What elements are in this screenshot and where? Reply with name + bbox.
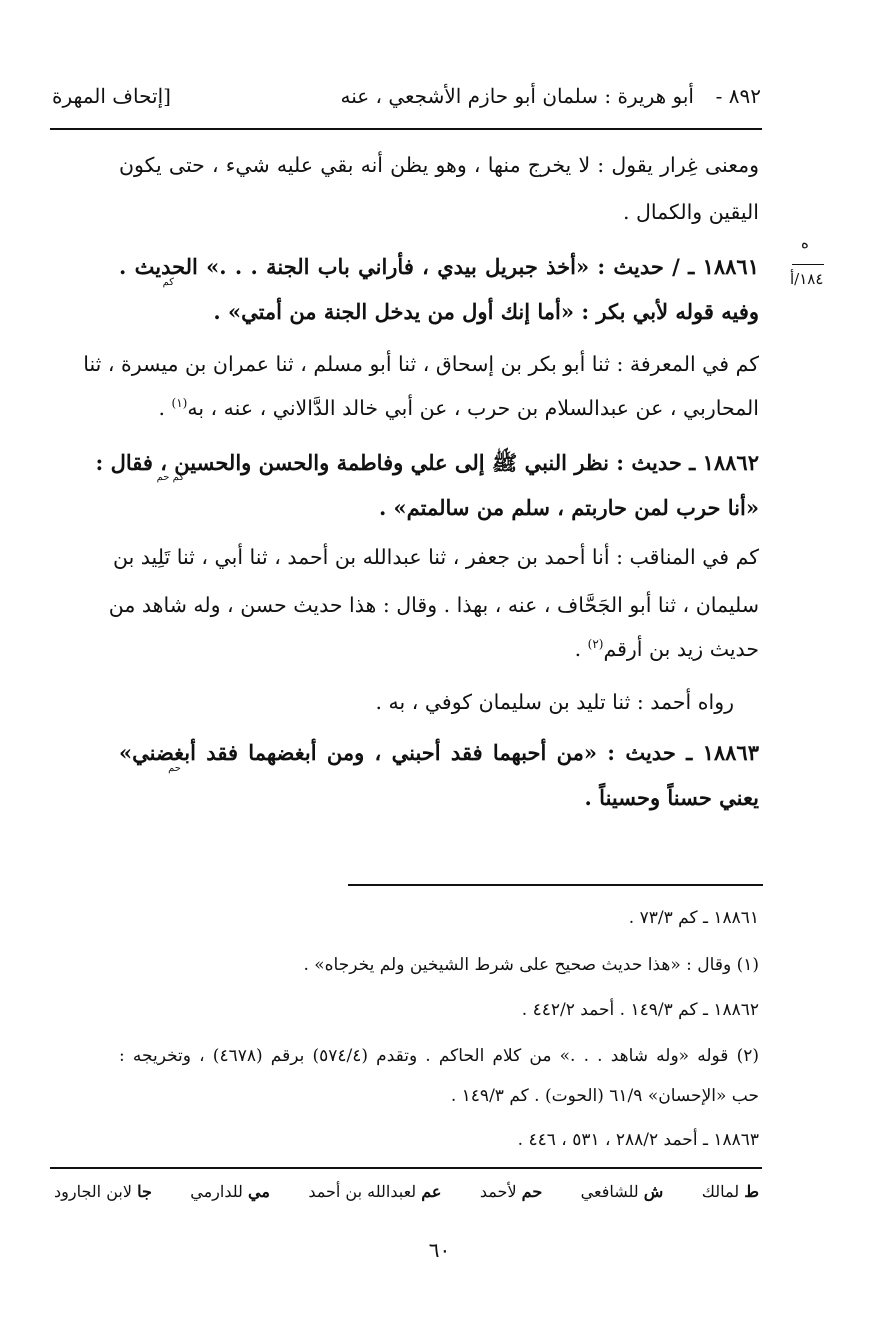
legend-divider	[50, 1167, 762, 1169]
legend-item: عم لعبدالله بن أحمد	[308, 1182, 442, 1201]
body-line	[119, 396, 759, 420]
footnote: حب «الإحسان» ٦١/٩ (الحوت) . كم ١٤٩/٣ .	[450, 1086, 759, 1106]
header-divider	[50, 128, 762, 130]
header-book-title: [إتحاف المهرة	[52, 84, 171, 108]
body-text: حديث زيد بن أرقم	[603, 637, 759, 661]
page-number: ٦٠	[428, 1238, 451, 1262]
siglum: حم	[168, 763, 181, 774]
body-line: اليقين والكمال .	[623, 200, 759, 224]
abbreviation-legend	[54, 1182, 759, 1201]
body-line: ومعنى غِرار يقول : لا يخرج منها ، وهو يظن أنه بقي عليه شيء ، حتى يكون	[119, 153, 759, 177]
margin-divider	[792, 264, 824, 265]
legend-item: جا لابن الجارود	[54, 1182, 152, 1201]
header-title: أبو هريرة : سلمان أبو حازم الأشجعي ، عنه	[340, 84, 694, 108]
legend-item: ط لمالك	[701, 1182, 759, 1201]
body-line: وفيه قوله لأبي بكر : «أما إنك أول من يدخل الجنة من أمتي» .	[213, 299, 759, 324]
footnote-ref: (١)	[171, 396, 188, 411]
hadith-18862-heading: ١٨٨٦٢ ـ حديث : نظر النبي ﷺ إلى علي وفاطمة والحسن والحسين ، فقال :	[95, 450, 759, 475]
siglum: كم	[162, 277, 174, 288]
hadith-18863-heading: ١٨٨٦٣ ـ حديث : «من أحبهما فقد أحبني ، ومن أبغضهما فقد أبغضني»	[119, 740, 759, 765]
body-line: كم في المناقب : أنا أحمد بن جعفر ، ثنا عبدالله بن أحمد ، ثنا أبي ، ثنا تَلِيد بن	[112, 545, 759, 569]
body-text: المحاربي ، عن عبدالسلام بن حرب ، عن أبي خالد الدَّالاني ، عنه ، به	[187, 396, 759, 420]
header-page-ref: ٨٩٢ -	[715, 84, 761, 108]
footnote: ١٨٨٦١ ـ كم ٧٣/٣ .	[628, 908, 759, 928]
footnote: (٢) قوله «وله شاهد . . .» من كلام الحاكم . وتقدم (٥٧٤/٤) برقم (٤٦٧٨) ، وتخريجه :	[119, 1046, 760, 1066]
footnote: (١) وقال : «هذا حديث صحيح على شرط الشيخين ولم يخرجاه» .	[303, 955, 759, 975]
hadith-18861-heading: ١٨٨٦١ ـ / حديث : «أخذ جبريل بيدي ، فأراني باب الجنة . . .» الحديث .	[119, 254, 759, 279]
body-line	[119, 637, 759, 661]
legend-item: حم لأحمد	[479, 1182, 543, 1201]
footnote: ١٨٨٦٣ ـ أحمد ٢٨٨/٢ ، ٥٣١ ، ٤٤٦ .	[517, 1130, 759, 1150]
body-line: رواه أحمد : ثنا تليد بن سليمان كوفي ، به .	[375, 690, 734, 714]
footnote-divider	[348, 884, 763, 886]
siglum: كم حم	[156, 472, 184, 483]
body-line: سليمان ، ثنا أبو الجَحَّاف ، عنه ، بهذا . وقال : هذا حديث حسن ، وله شاهد من	[108, 593, 759, 617]
footnote-ref: (٢)	[587, 637, 604, 652]
body-text: .	[574, 637, 588, 661]
margin-folio: ١٨٤/أ	[790, 270, 824, 288]
footnote: ١٨٨٦٢ ـ كم ١٤٩/٣ . أحمد ٤٤٢/٢ .	[521, 1000, 759, 1020]
legend-item: ش للشافعي	[580, 1182, 664, 1201]
body-line: «أنا حرب لمن حاربتم ، سلم من سالمتم» .	[378, 495, 759, 520]
legend-item: مي للدارمي	[190, 1182, 270, 1201]
body-line: يعني حسناً وحسيناً .	[584, 785, 759, 810]
body-text: .	[158, 396, 172, 420]
body-line: كم في المعرفة : ثنا أبو بكر بن إسحاق ، ثنا أبو مسلم ، ثنا عمران بن ميسرة ، ثنا	[83, 352, 759, 376]
margin-mark: ه	[801, 234, 809, 252]
